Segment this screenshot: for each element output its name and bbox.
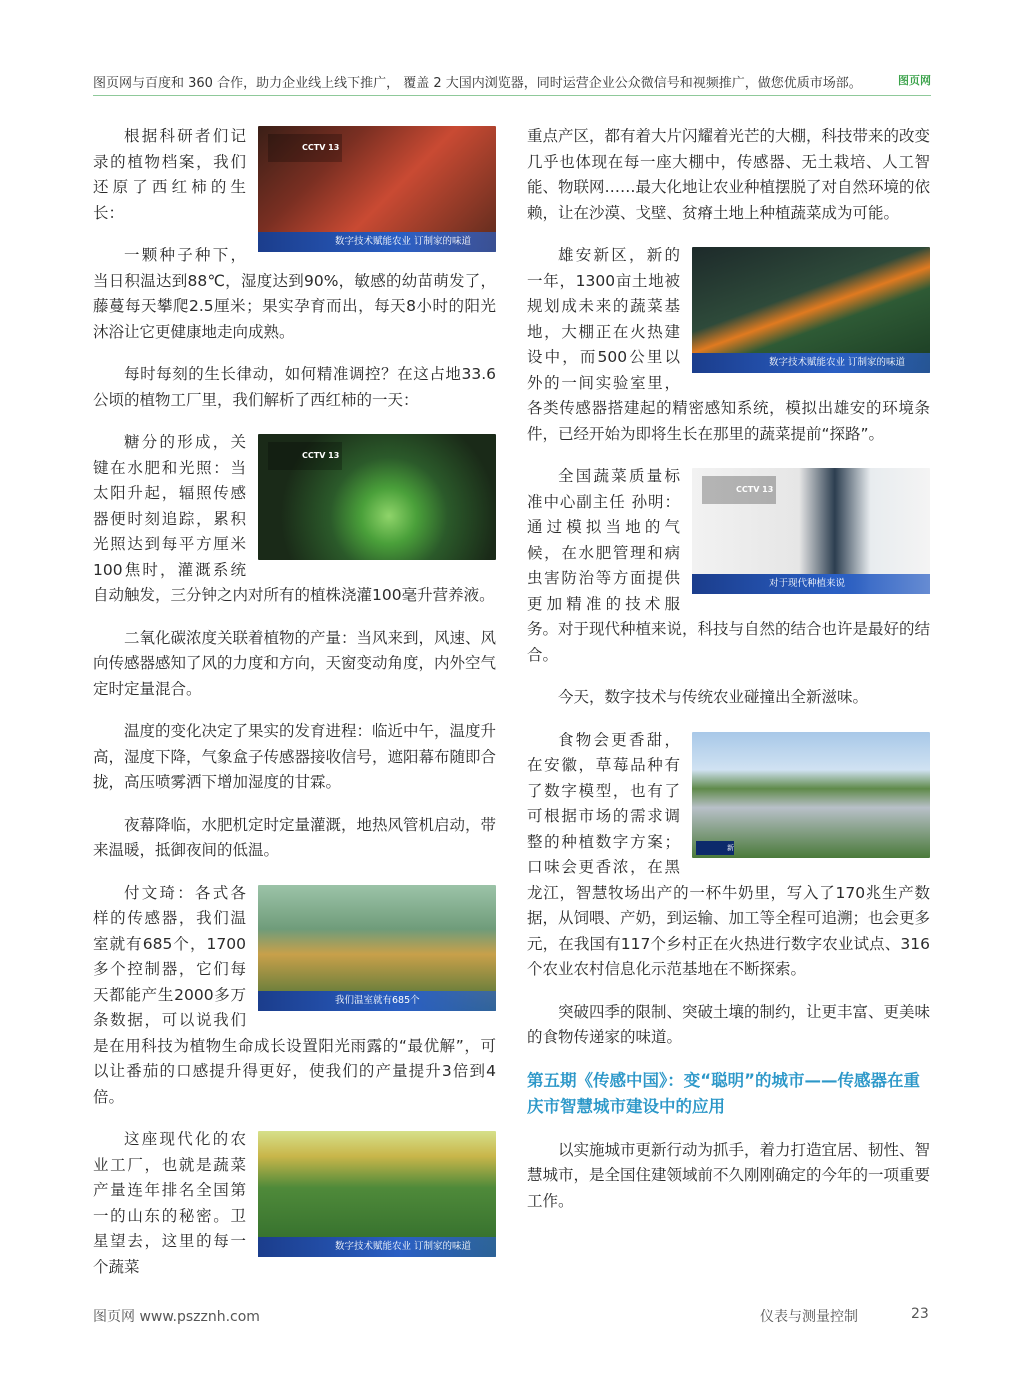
caption-tag: 闻联播 xyxy=(696,356,734,370)
caption-bar: 数字技术赋能农业 订制家的味道 xyxy=(258,1237,496,1257)
footer-journal: 仪表与测量控制 xyxy=(760,1309,858,1325)
left-column xyxy=(93,124,496,1297)
green-tomato-image xyxy=(258,434,496,560)
caption-bar: 对于现代种植来说 xyxy=(692,574,930,594)
paragraph: 闻联播 数字技术赋能农业 订制家的味道 这座现代化的农业工厂，也就是蔬菜产量连年排名全国第一的山东的秘密。卫星望去，这里的每一个蔬菜 xyxy=(93,1127,496,1280)
page-header xyxy=(93,72,931,94)
robot-arm-image xyxy=(692,247,930,381)
aerial-greenhouse-image xyxy=(692,732,930,866)
paragraph: CCTV 13 闻联播 对于现代种植来说 全国蔬菜质量标准中心副主任 孙明：通过模拟当地的气候，在水肥管理和病虫害防治等方面提供更加精准的技术服务。对于现代种植来说，科技与自然的结合也许是最好的结合。 xyxy=(527,467,931,664)
paragraph: CCTV 13 闻联播 数字技术赋能农业 订制家的味道 根据科研者们记录的植物档案，我们还原了西红柿的生长： xyxy=(93,124,496,226)
paragraph: 温度的变化决定了果实的发育进程：临近中午，温度升高，湿度下降，气象盒子传感器接收信号，遮阳幕布随即合拢，高压喷雾洒下增加湿度的甘霖。 xyxy=(93,722,497,791)
page-number: 23 xyxy=(911,1306,929,1322)
tomato-cutting-image xyxy=(258,126,496,260)
paragraph: 突破四季的限制、突破土壤的制约，让更丰富、更美味的食物传递家的味道。 xyxy=(527,1002,931,1046)
caption-bar: 数字技术赋能农业 订制家的味道 xyxy=(692,353,930,373)
caption-bar: 数字技术赋能农业 订制家的味道 xyxy=(258,232,496,252)
sunming-interview-image xyxy=(692,468,930,602)
cctv-logo: CCTV 13 xyxy=(268,442,342,470)
paragraph: 二氧化碳浓度关联着植物的产量：当风来到，风速、风向传感器感知了风的力度和方向，天窗变动角度，内外空气定时定量混合。 xyxy=(93,628,497,698)
fuwenqi-interview-image xyxy=(258,885,496,1019)
paragraph: 闻联播 我们温室就有685个 付文琦：各式各样的传感器，我们温室就有685个，1700多个控制器，它们每天都能产生2000多万条数据，可以说我们是在用科技为植物生命成长设置阳光雨露的“最优解”，可以让番茄的口感提升得更好，使我们的产量提升3倍到4倍。 xyxy=(93,883,496,1106)
paragraph: CCTV 13 糖分的形成，关键在水肥和光照：当太阳升起，辐照传感器便时刻追踪，累积光照达到每平方厘米100焦时，灌溉系统自动触发，三分钟之内对所有的植株浇灌100毫升营养液。 xyxy=(93,433,495,604)
caption-tag: 闻联播 xyxy=(696,577,734,591)
header-logo: 图页网 xyxy=(898,74,931,87)
caption-tag: 闻联播 xyxy=(262,1240,300,1254)
section-heading: 第五期《传感中国》：变“聪明”的城市——传感器在重庆市智慧城市建设中的应用 xyxy=(527,1070,920,1116)
footer-site: 图页网 www.pszznh.com xyxy=(93,1309,260,1325)
cctv-logo: CCTV 13 xyxy=(702,476,776,504)
header-rule xyxy=(93,95,931,96)
paragraph: 以实施城市更新行动为抓手，着力打造宜居、韧性、智慧城市，是全国住建领域前不久刚刚确定的今年的一项重要工作。 xyxy=(527,1140,931,1210)
caption-bar: 我们温室就有685个 xyxy=(258,991,496,1011)
paragraph: 新闻联播 食物会更香甜，在安徽，草莓品种有了数字模型，也有了可根据市场的需求调整的种植数字方案；口味会更香浓，在黑龙江，智慧牧场出产的一杯牛奶里，写入了170兆生产数据，从饲喂、产奶，到运输、加工等全程可追溯；也会更多元，在我国有117个乡村正在火热进行数字农业试点、316个农业农村信息化示范基地在不断探索。 xyxy=(527,730,931,978)
caption-tag: 闻联播 xyxy=(262,994,300,1008)
paragraph: 今天，数字技术与传统农业碰撞出全新滋味。 xyxy=(558,688,869,706)
caption-tag: 闻联播 xyxy=(262,235,300,249)
header-text: 图页网与百度和 360 合作，助力企业线上线下推广， 覆盖 2 大国内浏览器，同时运营企业公众微信号和视频推广，做您优质市场部。 xyxy=(93,76,862,91)
paragraph: 一颗种子种下，当日积温达到88℃，湿度达到90%，敏感的幼苗萌发了，藤蔓每天攀爬2.5厘米；果实孕育而出，每天8小时的阳光沐浴让它更健康地走向成熟。 xyxy=(93,246,496,341)
paragraph: 重点产区，都有着大片闪耀着光芒的大棚，科技带来的改变几乎也体现在每一座大棚中，传感器、无土栽培、人工智能、物联网……最大化地让农业种植摆脱了对自然环境的依赖，让在沙漠、戈壁、贫瘠土地上种植蔬菜成为可能。 xyxy=(527,127,931,222)
paragraph: 闻联播 数字技术赋能农业 订制家的味道 雄安新区，新的一年，1300亩土地被规划成未来的蔬菜基地，大棚正在火热建设中，而500公里以外的一间实验室里，各类传感器搭建起的精密感知系统，模拟出雄安的环境条件，已经开始为即将生长在那里的蔬菜提前“探路”。 xyxy=(527,246,930,443)
paragraph: 每时每刻的生长律动，如何精准调控？在这占地33.6公顷的植物工厂里，我们解析了西红柿的一天： xyxy=(93,365,496,409)
caption-tag: 新闻联播 xyxy=(696,841,734,855)
paragraph: 夜幕降临，水肥机定时定量灌溉，地热风管机启动，带来温暖，抵御夜间的低温。 xyxy=(93,815,497,859)
right-column xyxy=(527,124,930,1231)
cctv-logo: CCTV 13 xyxy=(268,134,342,162)
